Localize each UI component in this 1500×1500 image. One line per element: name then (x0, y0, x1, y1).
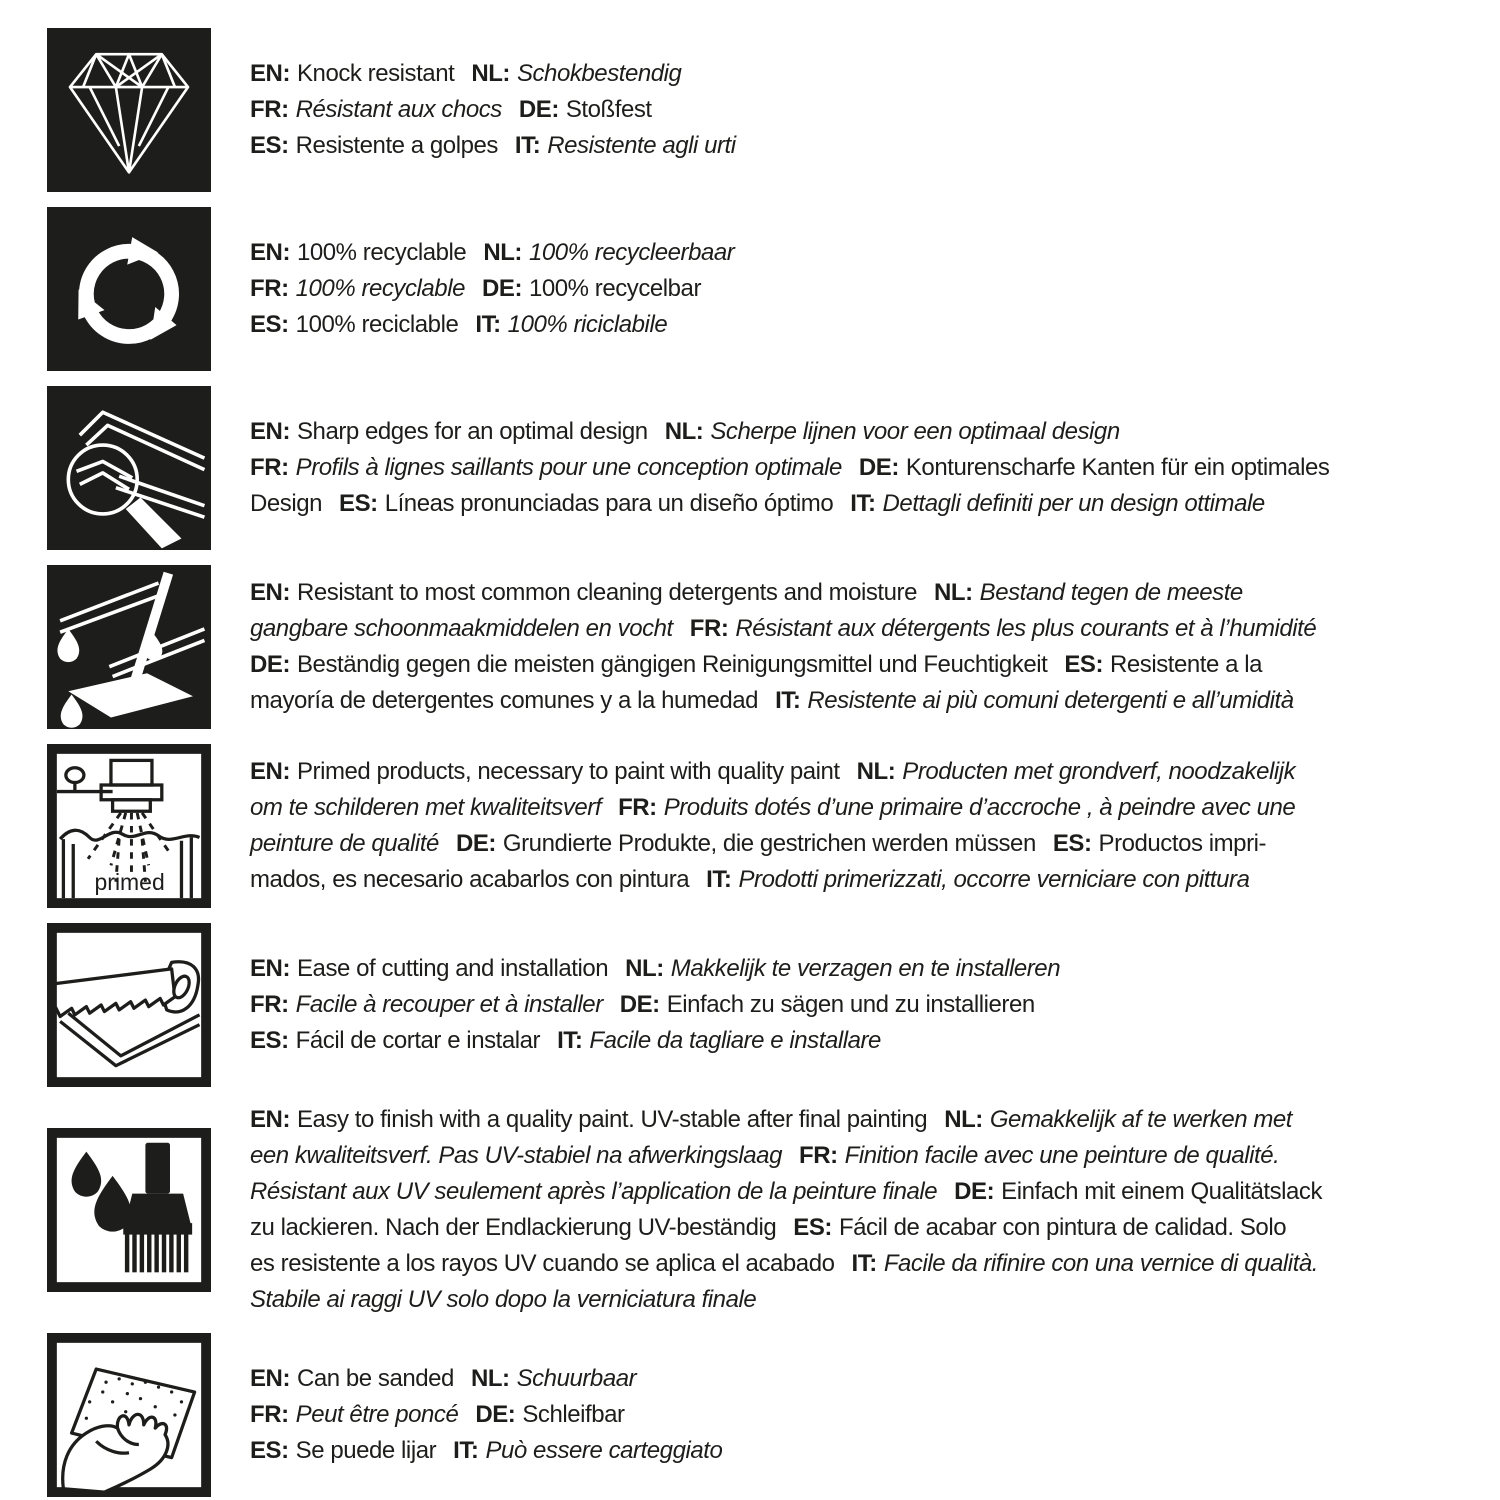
feature-text: Fácil de acabar con pintura de calidad. Solo (838, 1214, 1287, 1241)
continuation-text (250, 1142, 782, 1169)
feature-text: Fácil de cortar e instalar (295, 1027, 541, 1054)
language-label: NL: (625, 955, 664, 982)
language-entry (620, 991, 1035, 1018)
feature-text: Resistente ai più comuni detergenti e all’umidità (807, 687, 1294, 714)
language-label: FR: (798, 1142, 838, 1169)
language-label: EN: (250, 758, 290, 785)
language-label: NL: (471, 60, 510, 87)
text-line (250, 754, 1464, 790)
feature-text: mados, es necesario acabarlos con pintura (250, 866, 690, 893)
language-label: EN: (250, 1365, 290, 1392)
feature-text: Beständig gegen die meisten gängigen Reinigungsmittel und Feuchtigkeit (296, 651, 1048, 678)
feature-text: Bestand tegen de meeste (979, 579, 1243, 606)
text-line (250, 611, 1464, 647)
feature-text-block (250, 951, 1464, 1059)
feature-text: om te schilderen met kwaliteitsverf (250, 794, 602, 821)
feature-text: peinture de qualité (250, 830, 439, 857)
feature-text: 100% riciclabile (507, 311, 668, 338)
feature-text: 100% recycelbar (528, 275, 701, 302)
paint-brush-icon (47, 1128, 211, 1292)
text-line (250, 826, 1464, 862)
sharp-edges-icon (47, 386, 211, 550)
feature-text: Design (250, 490, 323, 517)
feature-text: Gemakkelijk af te werken met (989, 1106, 1293, 1133)
language-entry (944, 1106, 1292, 1133)
feature-text: Produits dotés d’une primaire d’accroche , à peindre avec une (663, 794, 1296, 821)
language-label: NL: (483, 239, 522, 266)
feature-text: zu lackieren. Nach der Endlackierung UV-beständig (250, 1214, 777, 1241)
feature-text: Knock resistant (296, 60, 455, 87)
language-entry (954, 1178, 1322, 1205)
feature-text: Se puede lijar (295, 1437, 437, 1464)
feature-text: Résistant aux UV seulement après l’application de la peinture finale (250, 1178, 938, 1205)
feature-text: Schleifbar (522, 1401, 625, 1428)
language-entry (483, 239, 734, 266)
continuation-text (250, 866, 689, 893)
language-label: EN: (250, 1106, 290, 1133)
language-label: IT: (850, 490, 876, 517)
feature-text: mayoría de detergentes comunes y a la humedad (250, 687, 759, 714)
feature-text: Facile à recouper et à installer (295, 991, 603, 1018)
language-label: DE: (482, 275, 522, 302)
feature-text: Primed products, necessary to paint with quality paint (296, 758, 840, 785)
language-entry (1053, 830, 1266, 857)
text-line (250, 1433, 1464, 1469)
continuation-text (250, 687, 758, 714)
language-entry (665, 418, 1120, 445)
language-entry (625, 955, 1060, 982)
language-entry (250, 1106, 927, 1133)
feature-text: Easy to finish with a quality paint. UV-stable after final painting (296, 1106, 928, 1133)
language-label: ES: (250, 311, 289, 338)
feature-icon-box (47, 744, 211, 908)
language-label: FR: (618, 794, 657, 821)
feature-text: Resistente a golpes (295, 132, 498, 159)
text-line (250, 1246, 1464, 1282)
text-line (250, 1397, 1464, 1433)
language-entry (475, 1401, 624, 1428)
language-entry (471, 1365, 636, 1392)
feature-text-block (250, 56, 1464, 164)
feature-icon-box (47, 1128, 211, 1292)
language-label: EN: (250, 60, 290, 87)
text-line (250, 235, 1464, 271)
feature-row (47, 207, 1464, 371)
continuation-text (250, 794, 601, 821)
cleaning-icon (47, 565, 211, 729)
language-label: FR: (250, 454, 289, 481)
feature-row (47, 923, 1464, 1087)
feature-text: Makkelijk te verzagen en te installeren (670, 955, 1061, 982)
language-label: DE: (858, 454, 899, 481)
language-entry (250, 311, 458, 338)
feature-icon-box (47, 1333, 211, 1497)
text-line (250, 1023, 1464, 1059)
language-label: EN: (250, 579, 290, 606)
language-label: DE: (475, 1401, 516, 1428)
language-label: ES: (339, 490, 378, 517)
feature-text: Sharp edges for an optimal design (296, 418, 648, 445)
feature-text: Einfach zu sägen und zu installieren (666, 991, 1035, 1018)
continuation-text (250, 1214, 776, 1241)
language-label: FR: (250, 275, 289, 302)
language-label: FR: (250, 96, 289, 123)
text-line (250, 647, 1464, 683)
language-entry (250, 454, 842, 481)
feature-row (47, 1333, 1464, 1497)
language-entry (775, 687, 1294, 714)
language-entry (475, 311, 667, 338)
language-label: IT: (453, 1437, 479, 1464)
text-line (250, 271, 1464, 307)
language-entry (793, 1214, 1286, 1241)
feature-text: Resistant to most common cleaning detergents and moisture (296, 579, 917, 606)
text-line (250, 307, 1464, 343)
primed-icon-label: primed (94, 868, 165, 895)
sanding-icon (47, 1333, 211, 1497)
feature-icon-box (47, 565, 211, 729)
text-line (250, 450, 1464, 486)
feature-text: Can be sanded (296, 1365, 454, 1392)
feature-text: Stabile ai raggi UV solo dopo la verniciatura finale (250, 1286, 757, 1313)
feature-text: es resistente a los rayos UV cuando se aplica el acabado (250, 1250, 835, 1277)
text-line (250, 862, 1464, 898)
feature-text-block (250, 1361, 1464, 1469)
language-entry (250, 758, 840, 785)
continuation-text (250, 490, 322, 517)
feature-text-block (250, 235, 1464, 343)
text-line (250, 683, 1464, 719)
language-entry (250, 1365, 454, 1392)
feature-text: Resistente agli urti (547, 132, 736, 159)
language-entry (519, 96, 652, 123)
language-entry (618, 794, 1295, 821)
feature-row (47, 1102, 1464, 1318)
language-entry (250, 1027, 540, 1054)
language-entry (250, 418, 648, 445)
diamond-icon (47, 28, 211, 192)
language-label: NL: (934, 579, 973, 606)
language-entry (482, 275, 701, 302)
text-line (250, 987, 1464, 1023)
continuation-text (250, 615, 673, 642)
language-label: ES: (250, 1437, 289, 1464)
language-label: ES: (1052, 830, 1092, 857)
feature-text: 100% recycleerbaar (528, 239, 735, 266)
language-entry (250, 955, 608, 982)
text-line (250, 1282, 1464, 1318)
language-label: EN: (250, 239, 290, 266)
language-entry (456, 830, 1036, 857)
feature-text: Dettagli definiti per un design ottimale (882, 490, 1265, 517)
primed-icon (47, 744, 211, 908)
feature-text: Stoßfest (565, 96, 652, 123)
language-entry (859, 454, 1330, 481)
text-line (250, 951, 1464, 987)
text-line (250, 1102, 1464, 1138)
continuation-text (250, 1286, 756, 1313)
continuation-text (250, 1250, 835, 1277)
feature-text: Resistente a la (1110, 651, 1263, 678)
language-entry (690, 615, 1317, 642)
language-label: ES: (793, 1214, 832, 1241)
language-label: ES: (1064, 651, 1104, 678)
feature-text-block (250, 754, 1464, 898)
language-entry (799, 1142, 1279, 1169)
feature-list (47, 28, 1464, 1497)
language-label: IT: (557, 1027, 583, 1054)
text-line (250, 1138, 1464, 1174)
feature-text: Ease of cutting and installation (296, 955, 609, 982)
feature-text: Einfach mit einem Qualitätslack (1001, 1178, 1322, 1205)
continuation-text (250, 1178, 937, 1205)
feature-icon-box (47, 923, 211, 1087)
language-label: IT: (514, 132, 541, 159)
language-entry (850, 490, 1265, 517)
text-line (250, 414, 1464, 450)
language-entry (250, 579, 917, 606)
feature-row (47, 744, 1464, 908)
language-label: DE: (619, 991, 660, 1018)
text-line (250, 1210, 1464, 1246)
language-entry (250, 60, 454, 87)
language-entry (934, 579, 1243, 606)
language-entry (250, 1401, 458, 1428)
feature-text-block (250, 414, 1464, 522)
language-entry (250, 1437, 436, 1464)
feature-icon-box (47, 386, 211, 550)
language-label: EN: (250, 418, 290, 445)
feature-text: Prodotti primerizzati, occorre verniciare con pittura (738, 866, 1250, 893)
language-entry (250, 991, 603, 1018)
feature-text: Schuurbaar (516, 1365, 637, 1392)
language-label: NL: (664, 418, 704, 445)
feature-text: Schokbestendig (516, 60, 682, 87)
feature-icon-box (47, 28, 211, 192)
language-label: FR: (689, 615, 729, 642)
feature-text: Facile da tagliare e installare (589, 1027, 881, 1054)
feature-icon-box (47, 207, 211, 371)
language-label: ES: (250, 1027, 289, 1054)
continuation-text (250, 830, 439, 857)
text-line (250, 575, 1464, 611)
language-entry (1064, 651, 1262, 678)
feature-text: Résistant aux chocs (295, 96, 502, 123)
feature-text: Producten met grondverf, noodzakelijk (902, 758, 1296, 785)
language-label: ES: (250, 132, 289, 159)
feature-text: Résistant aux détergents les plus courants et à l’humidité (735, 615, 1317, 642)
text-line (250, 56, 1464, 92)
language-label: FR: (250, 1401, 289, 1428)
feature-text: een kwaliteitsverf. Pas UV-stabiel na afwerkingslaag (250, 1142, 782, 1169)
text-line (250, 92, 1464, 128)
language-label: EN: (250, 955, 290, 982)
feature-row (47, 386, 1464, 550)
feature-text: Scherpe lijnen voor een optimaal design (710, 418, 1120, 445)
language-entry (706, 866, 1249, 893)
feature-text: 100% reciclable (295, 311, 459, 338)
feature-text: gangbare schoonmaakmiddelen en vocht (250, 615, 673, 642)
language-entry (339, 490, 833, 517)
text-line (250, 1361, 1464, 1397)
language-entry (250, 96, 502, 123)
feature-text: Productos impri- (1098, 830, 1267, 857)
feature-text: Può essere carteggiato (485, 1437, 723, 1464)
language-label: DE: (518, 96, 559, 123)
language-entry (471, 60, 681, 87)
text-line (250, 1174, 1464, 1210)
language-entry (857, 758, 1296, 785)
feature-row (47, 28, 1464, 192)
text-line (250, 128, 1464, 164)
feature-text-block (250, 575, 1464, 719)
language-label: IT: (706, 866, 732, 893)
language-label: IT: (775, 687, 801, 714)
saw-icon (47, 923, 211, 1087)
language-label: DE: (954, 1178, 995, 1205)
text-line (250, 486, 1464, 522)
language-label: IT: (475, 311, 501, 338)
feature-text: Peut être poncé (295, 1401, 459, 1428)
language-entry (515, 132, 736, 159)
feature-text: Grundierte Produkte, die gestrichen werden müssen (502, 830, 1036, 857)
language-label: IT: (851, 1250, 877, 1277)
feature-row (47, 565, 1464, 729)
recycle-icon (47, 207, 211, 371)
language-entry (453, 1437, 722, 1464)
feature-text-block (250, 1102, 1464, 1318)
language-entry (250, 275, 465, 302)
language-entry (250, 651, 1047, 678)
language-label: DE: (250, 651, 290, 678)
feature-text: Finition facile avec une peinture de qualité. (844, 1142, 1280, 1169)
language-label: NL: (856, 758, 896, 785)
language-entry (250, 239, 466, 266)
language-entry (852, 1250, 1319, 1277)
language-entry (250, 132, 498, 159)
language-label: NL: (470, 1365, 510, 1392)
feature-text: Konturenscharfe Kanten für ein optimales (905, 454, 1330, 481)
language-label: DE: (455, 830, 496, 857)
language-label: FR: (250, 991, 289, 1018)
text-line (250, 790, 1464, 826)
feature-text: 100% recyclable (295, 275, 465, 302)
language-entry (557, 1027, 881, 1054)
language-label: NL: (944, 1106, 983, 1133)
feature-text: 100% recyclable (296, 239, 467, 266)
feature-text: Facile da rifinire con una vernice di qualità. (883, 1250, 1319, 1277)
feature-text: Profils à lignes saillants pour une conception optimale (295, 454, 842, 481)
feature-text: Líneas pronunciadas para un diseño óptimo (384, 490, 834, 517)
